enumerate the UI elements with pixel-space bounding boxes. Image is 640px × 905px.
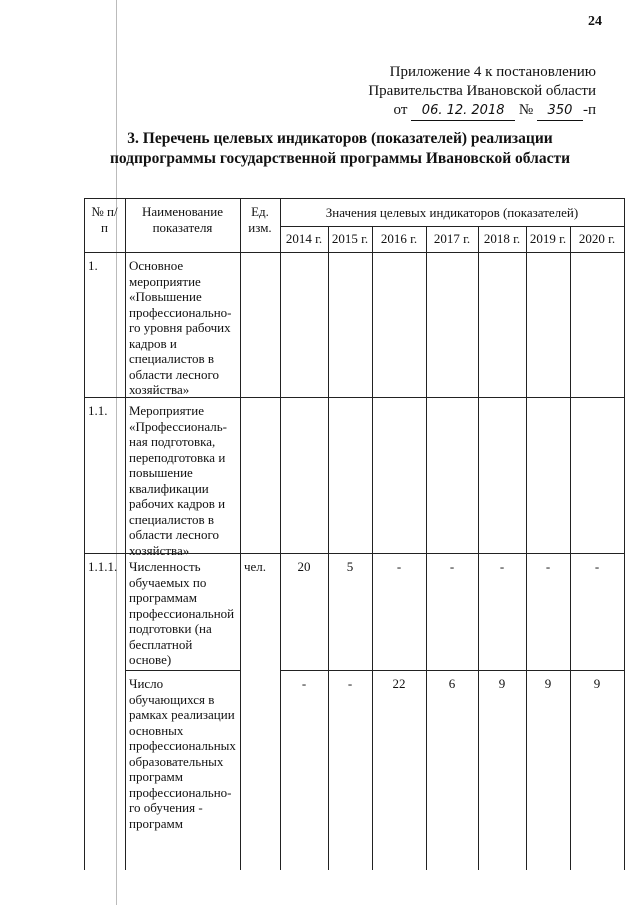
year-header-4: 2018 г. <box>483 231 521 246</box>
table-rule <box>240 198 241 870</box>
table-rule <box>280 226 624 227</box>
handwritten-date: 06. 12. 2018 <box>411 101 515 121</box>
table-rule <box>624 198 625 870</box>
row-value: - <box>449 559 455 574</box>
row-value: - <box>301 676 307 691</box>
header-line1: Приложение 4 к постановлению <box>389 64 596 80</box>
row-name: Число обучающихся в рамках реализации основных профессиональных образовательных программ профессионально-го обучения - программ <box>129 676 236 831</box>
title-line1: 3. Перечень целевых индикаторов (показателей) реализации <box>127 130 553 147</box>
year-header-2: 2016 г. <box>380 231 418 246</box>
table-rule <box>125 670 240 671</box>
table-rule <box>426 226 427 870</box>
row-name: Основное мероприятие «Повышение профессионально-го уровня рабочих кадров и специалистов в области лесного хозяйства» <box>129 258 232 397</box>
row-value: - <box>347 676 353 691</box>
header-suffix: -п <box>582 102 596 118</box>
row-value: - <box>396 559 402 574</box>
appendix-header <box>368 63 596 121</box>
row-value: 5 <box>346 559 354 574</box>
year-header-6: 2020 г. <box>578 231 616 246</box>
table-rule <box>570 226 571 870</box>
section-title <box>90 129 590 169</box>
row-value: 6 <box>448 676 456 691</box>
header-unit: Ед. изм. <box>248 204 272 235</box>
number-sign: № <box>518 102 534 118</box>
handwritten-number: 350 <box>537 101 583 121</box>
row-value: - <box>545 559 551 574</box>
header-values: Значения целевых индикаторов (показателей) <box>325 205 579 220</box>
title-line2: подпрограммы государственной программы Ивановской области <box>109 150 571 167</box>
table-rule <box>280 670 624 671</box>
table-rule <box>478 226 479 870</box>
row-value: 9 <box>498 676 506 691</box>
page-number: 24 <box>588 14 602 29</box>
row-value: - <box>499 559 505 574</box>
row-value: - <box>594 559 600 574</box>
header-prefix: от <box>393 102 408 118</box>
header-name: Наименование показателя <box>142 204 223 235</box>
year-header-0: 2014 г. <box>285 231 323 246</box>
table-rule <box>84 198 624 199</box>
table-rule <box>84 252 624 253</box>
row-value: 22 <box>392 676 406 691</box>
year-header-5: 2019 г. <box>529 231 567 246</box>
row-value: 9 <box>544 676 552 691</box>
year-header-1: 2015 г. <box>331 231 369 246</box>
row-num: 1.1. <box>88 403 108 418</box>
header-line2: Правительства Ивановской области <box>368 83 596 99</box>
year-header-3: 2017 г. <box>433 231 471 246</box>
table-rule <box>84 198 85 870</box>
table-rule <box>372 226 373 870</box>
row-name: Мероприятие «Профессиональ-ная подготовка, переподготовка и повышение квалификации рабочих кадров и специалистов в области лесного хозяйства» <box>129 403 227 558</box>
row-unit: чел. <box>244 559 267 574</box>
row-value: 20 <box>297 559 311 574</box>
table-rule <box>280 198 281 870</box>
table-rule <box>328 226 329 870</box>
row-num: 1. <box>88 258 98 273</box>
row-num: 1.1.1. <box>88 559 118 574</box>
table-rule <box>526 226 527 870</box>
row-name: Численность обучаемых по программам профессиональной подготовки (на бесплатной основе) <box>129 559 235 667</box>
header-num: № п/п <box>91 204 118 235</box>
row-value: 9 <box>593 676 601 691</box>
table-rule <box>125 198 126 870</box>
